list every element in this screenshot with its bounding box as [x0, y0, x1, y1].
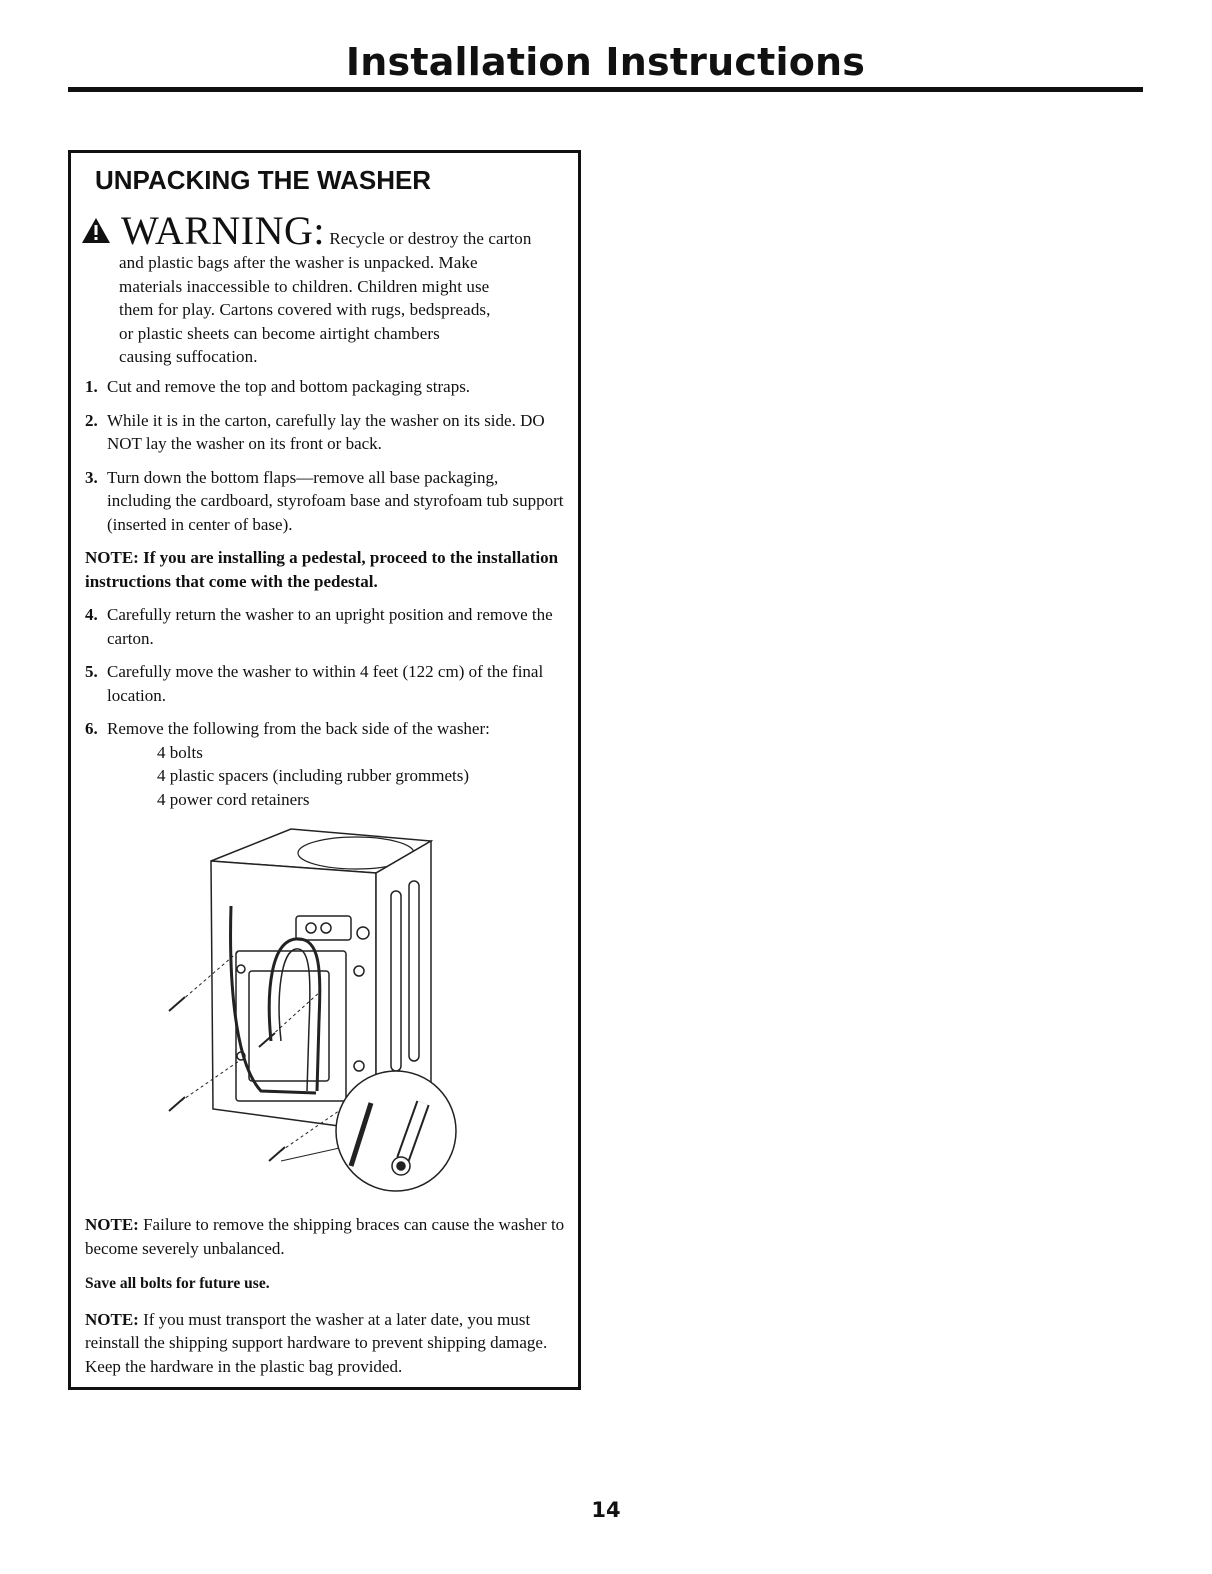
warning-triangle-icon: [81, 217, 111, 244]
save-bolts-note: Save all bolts for future use.: [85, 1275, 270, 1292]
step-number: 4.: [85, 605, 98, 624]
remove-item: 4 power cord retainers: [157, 789, 310, 809]
step-item: [85, 660, 565, 707]
warning-block: [81, 208, 561, 369]
warning-line: materials inaccessible to children. Children might use: [119, 276, 490, 296]
step-number: 2.: [85, 410, 98, 430]
title-rule: [68, 87, 1143, 92]
step-text: Cut and remove the top and bottom packaging straps.: [107, 377, 471, 396]
step-text: Carefully move the washer to within 4 feet (122 cm) of the final location.: [107, 662, 544, 705]
step-number: 5.: [85, 662, 98, 681]
remove-item: 4 bolts: [157, 742, 203, 762]
page-number: 14: [591, 1498, 621, 1522]
step-item: [85, 466, 565, 537]
step-text: Carefully return the washer to an upright position and remove the carton.: [107, 605, 553, 648]
note-label: NOTE:: [85, 1215, 139, 1234]
note-text: If you must transport the washer at a later date, you must reinstall the shipping support hardware to prevent shipping damage. Keep the hardware in the plastic bag provided.: [85, 1309, 548, 1376]
step-item: [85, 409, 565, 456]
warning-label: WARNING:: [121, 208, 325, 253]
note-label: NOTE:: [85, 1309, 139, 1329]
warning-line: and plastic bags after the washer is unpacked. Make: [119, 253, 478, 272]
step-item: [85, 717, 565, 811]
step-text: Turn down the bottom flaps—remove all base packaging, including the cardboard, styrofoam base and styrofoam tub support (inserted in center of base).: [107, 467, 564, 534]
washer-back-illustration: [141, 821, 471, 1211]
step-number: 3.: [85, 467, 98, 487]
step-number: 1.: [85, 377, 98, 396]
step-text: While it is in the carton, carefully lay the washer on its side. DO NOT lay the washer on its front or back.: [107, 410, 545, 453]
bottom-notes: [85, 1213, 565, 1390]
remove-item: 4 plastic spacers (including rubber grommets): [157, 766, 470, 785]
note-text: Failure to remove the shipping braces can cause the washer to become severely unbalanced.: [85, 1215, 565, 1258]
warning-line: or plastic sheets can become airtight chambers: [119, 323, 440, 343]
warning-line: them for play. Cartons covered with rugs, bedspreads,: [119, 300, 491, 319]
warning-line: causing suffocation.: [119, 347, 258, 366]
section-heading: UNPACKING THE WASHER: [95, 165, 432, 195]
pedestal-note: NOTE: If you are installing a pedestal, proceed to the installation instructions that come with the pedestal.: [85, 548, 559, 591]
step-item: [85, 603, 565, 650]
step-item: [85, 375, 565, 399]
unpacking-panel: [68, 150, 581, 1390]
page-title: Installation Instructions: [345, 40, 866, 84]
step-number: 6.: [85, 719, 98, 738]
braces-note: [85, 1213, 565, 1260]
step-text: Remove the following from the back side of the washer:: [107, 719, 490, 738]
warning-first-line: [81, 208, 561, 253]
warning-line: Recycle or destroy the carton: [329, 229, 532, 248]
steps-list: [85, 375, 565, 821]
transport-note: [85, 1308, 565, 1379]
remove-items-list: [107, 741, 565, 812]
